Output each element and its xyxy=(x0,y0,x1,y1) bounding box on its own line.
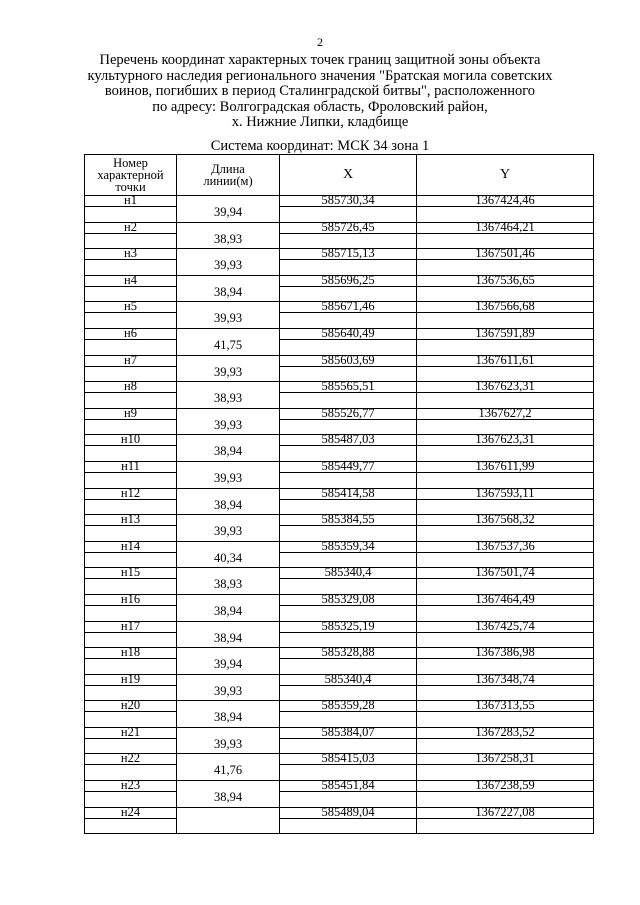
point-number-cell xyxy=(85,512,177,542)
x-coordinate-value: 585359,34 xyxy=(321,538,375,553)
x-coordinate-cell xyxy=(280,272,417,302)
y-coordinate-value: 1367386,98 xyxy=(475,645,535,660)
title-line: Перечень координат характерных точек границ защитной зоны объекта xyxy=(99,52,541,68)
line-length-cell xyxy=(177,674,280,701)
y-coordinate-cell xyxy=(417,299,594,329)
table-row xyxy=(85,727,594,754)
y-coordinate-cell xyxy=(417,485,594,515)
line-length-cell xyxy=(177,621,280,648)
table-row xyxy=(85,621,594,648)
x-coordinate-value: 585715,13 xyxy=(321,246,375,261)
x-coordinate-cell xyxy=(280,325,417,355)
point-number-cell xyxy=(85,698,177,728)
y-coordinate-cell xyxy=(417,379,594,409)
y-coordinate-value: 1367283,52 xyxy=(475,724,535,739)
x-coordinate-value: 585384,07 xyxy=(321,724,375,739)
header-text: точки xyxy=(115,180,146,194)
table-row xyxy=(85,275,594,302)
y-coordinate-value: 1367627,2 xyxy=(478,405,532,420)
x-coordinate-value: 585359,28 xyxy=(321,698,375,713)
table-row xyxy=(85,196,594,223)
x-coordinate-value: 585340,4 xyxy=(324,671,372,686)
line-length-value: 38,94 xyxy=(213,497,243,512)
line-length-cell xyxy=(177,461,280,488)
header-point-number xyxy=(85,155,177,196)
table-row xyxy=(85,568,594,595)
page-number: 2 xyxy=(317,35,323,49)
line-length-value: 39,93 xyxy=(213,683,243,698)
point-number-value: н14 xyxy=(120,538,141,553)
x-coordinate-value: 585328,88 xyxy=(321,645,375,660)
point-number-cell xyxy=(85,671,177,701)
point-number-cell xyxy=(85,538,177,568)
x-coordinate-cell xyxy=(280,432,417,462)
line-length-value: 41,76 xyxy=(213,763,243,778)
line-length-value: 38,94 xyxy=(213,710,243,725)
point-number-cell xyxy=(85,458,177,488)
line-length-cell xyxy=(177,515,280,542)
line-length-cell xyxy=(177,222,280,249)
line-length-cell xyxy=(177,541,280,568)
y-coordinate-value: 1367425,74 xyxy=(475,618,535,633)
y-coordinate-cell xyxy=(417,538,594,568)
y-coordinate-cell xyxy=(417,804,594,834)
y-coordinate-value: 1367501,74 xyxy=(475,565,535,580)
point-number-value: н9 xyxy=(124,405,137,420)
table-row xyxy=(85,674,594,701)
y-coordinate-value: 1367611,61 xyxy=(475,352,535,367)
point-number-value: н19 xyxy=(120,671,141,686)
point-number-cell xyxy=(85,325,177,355)
y-coordinate-value: 1367611,99 xyxy=(475,458,535,473)
x-coordinate-value: 585489,04 xyxy=(321,804,375,819)
y-coordinate-value: 1367238,59 xyxy=(475,778,535,793)
header-line-length xyxy=(177,155,280,196)
y-coordinate-value: 1367623,31 xyxy=(475,379,535,394)
point-number-value: н21 xyxy=(120,724,141,739)
point-number-value: н8 xyxy=(124,379,137,394)
y-coordinate-cell xyxy=(417,645,594,675)
y-coordinate-cell xyxy=(417,671,594,701)
line-length-cell xyxy=(177,408,280,435)
x-coordinate-cell xyxy=(280,299,417,329)
point-number-cell xyxy=(85,193,177,223)
table-row xyxy=(85,488,594,515)
table-header-row xyxy=(85,155,594,196)
table-row xyxy=(85,302,594,329)
x-coordinate-value: 585565,51 xyxy=(321,379,375,394)
y-coordinate-value: 1367258,31 xyxy=(475,751,535,766)
table-row xyxy=(85,781,594,808)
point-number-cell xyxy=(85,645,177,675)
point-number-value: н10 xyxy=(120,432,141,447)
line-length-cell xyxy=(177,249,280,276)
x-coordinate-value: 585340,4 xyxy=(324,565,372,580)
point-number-cell xyxy=(85,352,177,382)
point-number-cell xyxy=(85,804,177,834)
x-coordinate-cell xyxy=(280,219,417,249)
line-length-value: 38,93 xyxy=(213,577,243,592)
y-coordinate-cell xyxy=(417,618,594,648)
table-row xyxy=(85,515,594,542)
point-number-cell xyxy=(85,485,177,515)
y-coordinate-cell xyxy=(417,778,594,808)
table-row xyxy=(85,355,594,382)
y-coordinate-cell xyxy=(417,591,594,621)
point-number-cell xyxy=(85,432,177,462)
y-coordinate-cell xyxy=(417,219,594,249)
x-coordinate-value: 585603,69 xyxy=(321,352,375,367)
point-number-value: н7 xyxy=(124,352,137,367)
line-length-cell xyxy=(177,488,280,515)
line-length-value: 39,94 xyxy=(213,205,243,219)
table-row xyxy=(85,807,594,834)
y-coordinate-value: 1367348,74 xyxy=(475,671,535,686)
point-number-value: н18 xyxy=(120,645,141,660)
line-length-value: 39,93 xyxy=(213,364,243,379)
x-coordinate-cell xyxy=(280,591,417,621)
y-coordinate-cell xyxy=(417,698,594,728)
point-number-cell xyxy=(85,778,177,808)
point-number-value: н13 xyxy=(120,512,141,527)
point-number-cell xyxy=(85,591,177,621)
line-length-value: 39,93 xyxy=(213,470,243,485)
x-coordinate-cell xyxy=(280,458,417,488)
y-coordinate-cell xyxy=(417,352,594,382)
y-coordinate-value: 1367464,49 xyxy=(475,591,535,606)
coordinates-table xyxy=(84,154,594,834)
x-coordinate-cell xyxy=(280,485,417,515)
line-length-value: 39,93 xyxy=(213,736,243,751)
line-length-cell xyxy=(177,302,280,329)
y-coordinate-value: 1367623,31 xyxy=(475,432,535,447)
point-number-cell xyxy=(85,405,177,435)
x-coordinate-value: 585325,19 xyxy=(321,618,375,633)
y-coordinate-value: 1367313,55 xyxy=(475,698,535,713)
y-coordinate-cell xyxy=(417,325,594,355)
line-length-value: 41,75 xyxy=(213,337,243,352)
y-coordinate-value: 1367501,46 xyxy=(475,246,535,261)
point-number-value: н24 xyxy=(120,804,141,819)
line-length-value: 38,94 xyxy=(213,603,243,618)
x-coordinate-value: 585726,45 xyxy=(321,219,375,234)
header-y: Y xyxy=(417,155,594,196)
line-length-value: 38,94 xyxy=(213,630,243,645)
y-coordinate-cell xyxy=(417,751,594,781)
title-line: х. Нижние Липки, кладбище xyxy=(231,114,409,130)
point-number-value: н23 xyxy=(120,778,141,793)
line-length-value: 39,93 xyxy=(213,524,243,539)
title-line: по адресу: Волгоградская область, Фроловский район, xyxy=(152,98,488,115)
point-number-cell xyxy=(85,246,177,276)
x-coordinate-value: 585640,49 xyxy=(321,325,375,340)
y-coordinate-value: 1367227,08 xyxy=(475,804,535,819)
x-coordinate-cell xyxy=(280,538,417,568)
y-coordinate-cell xyxy=(417,565,594,595)
y-coordinate-value: 1367424,46 xyxy=(475,193,535,207)
x-coordinate-value: 585526,77 xyxy=(321,405,375,420)
y-coordinate-cell xyxy=(417,405,594,435)
y-coordinate-cell xyxy=(417,193,594,223)
header-text: Номер xyxy=(113,156,148,170)
point-number-value: н2 xyxy=(124,219,137,234)
header-x: X xyxy=(280,155,417,196)
table-row xyxy=(85,541,594,568)
y-coordinate-value: 1367591,89 xyxy=(475,325,535,340)
point-number-value: н6 xyxy=(124,325,137,340)
coordinate-system-label: Система координат: МСК 34 зона 1 xyxy=(210,138,430,154)
x-coordinate-value: 585384,55 xyxy=(321,512,375,527)
point-number-cell xyxy=(85,219,177,249)
point-number-value: н17 xyxy=(120,618,141,633)
x-coordinate-cell xyxy=(280,751,417,781)
y-coordinate-value: 1367568,32 xyxy=(475,512,535,527)
y-coordinate-cell xyxy=(417,246,594,276)
x-coordinate-cell xyxy=(280,565,417,595)
x-coordinate-cell xyxy=(280,246,417,276)
line-length-value: 39,93 xyxy=(213,311,243,326)
y-coordinate-cell xyxy=(417,512,594,542)
x-coordinate-cell xyxy=(280,671,417,701)
line-length-value: 38,94 xyxy=(213,444,243,459)
line-length-value: 39,93 xyxy=(213,417,243,432)
point-number-cell xyxy=(85,272,177,302)
table-row xyxy=(85,382,594,409)
x-coordinate-cell xyxy=(280,778,417,808)
x-coordinate-value: 585487,03 xyxy=(321,432,375,447)
point-number-value: н3 xyxy=(124,246,137,261)
x-coordinate-cell xyxy=(280,698,417,728)
point-number-value: н4 xyxy=(124,272,137,287)
point-number-cell xyxy=(85,379,177,409)
y-coordinate-value: 1367593,11 xyxy=(475,485,535,500)
x-coordinate-cell xyxy=(280,804,417,834)
document-title xyxy=(60,53,580,131)
line-length-value: 39,94 xyxy=(213,657,243,672)
table-row xyxy=(85,594,594,621)
y-coordinate-value: 1367536,65 xyxy=(475,272,535,287)
x-coordinate-value: 585671,46 xyxy=(321,299,375,314)
point-number-cell xyxy=(85,618,177,648)
x-coordinate-value: 585329,08 xyxy=(321,591,375,606)
table-row xyxy=(85,328,594,355)
point-number-value: н16 xyxy=(120,591,141,606)
point-number-cell xyxy=(85,724,177,754)
line-length-cell xyxy=(177,275,280,302)
line-length-cell xyxy=(177,781,280,808)
y-coordinate-value: 1367464,21 xyxy=(475,219,535,234)
x-coordinate-cell xyxy=(280,618,417,648)
x-coordinate-cell xyxy=(280,193,417,223)
line-length-value: 38,93 xyxy=(213,391,243,406)
point-number-value: н15 xyxy=(120,565,141,580)
line-length-cell xyxy=(177,382,280,409)
table-row xyxy=(85,701,594,728)
y-coordinate-value: 1367566,68 xyxy=(475,299,535,314)
point-number-value: н11 xyxy=(121,458,140,473)
line-length-cell xyxy=(177,435,280,462)
line-length-value: 40,34 xyxy=(213,550,243,565)
x-coordinate-cell xyxy=(280,512,417,542)
x-coordinate-value: 585451,84 xyxy=(321,778,375,793)
header-text: характерной xyxy=(97,168,164,182)
point-number-value: н22 xyxy=(120,751,141,766)
table-row xyxy=(85,408,594,435)
x-coordinate-value: 585730,34 xyxy=(321,193,375,207)
y-coordinate-cell xyxy=(417,458,594,488)
line-length-cell xyxy=(177,328,280,355)
line-length-value: 38,94 xyxy=(213,790,243,805)
point-number-value: н20 xyxy=(120,698,141,713)
line-length-value: 38,94 xyxy=(213,284,243,299)
line-length-cell xyxy=(177,727,280,754)
table-row xyxy=(85,435,594,462)
line-length-cell xyxy=(177,648,280,675)
title-line: воинов, погибших в период Сталинградской битвы", расположенного xyxy=(104,83,536,99)
line-length-value: 38,93 xyxy=(213,231,243,246)
header-text: линии(м) xyxy=(203,174,253,188)
line-length-cell xyxy=(177,701,280,728)
point-number-value: н12 xyxy=(120,485,141,500)
x-coordinate-cell xyxy=(280,645,417,675)
table-row xyxy=(85,648,594,675)
y-coordinate-value: 1367537,36 xyxy=(475,538,535,553)
x-coordinate-value: 585449,77 xyxy=(321,458,375,473)
x-coordinate-cell xyxy=(280,352,417,382)
title-line: культурного наследия регионального значения "Братская могила советских xyxy=(87,67,553,84)
line-length-value: 39,93 xyxy=(213,258,243,273)
point-number-value: н5 xyxy=(124,299,137,314)
line-length-cell xyxy=(177,355,280,382)
y-coordinate-cell xyxy=(417,432,594,462)
x-coordinate-value: 585696,25 xyxy=(321,272,375,287)
line-length-cell xyxy=(177,807,280,834)
table-row xyxy=(85,754,594,781)
x-coordinate-cell xyxy=(280,379,417,409)
x-coordinate-cell xyxy=(280,405,417,435)
table-row xyxy=(85,461,594,488)
y-coordinate-cell xyxy=(417,272,594,302)
table-row xyxy=(85,249,594,276)
point-number-cell xyxy=(85,751,177,781)
line-length-cell xyxy=(177,594,280,621)
x-coordinate-cell xyxy=(280,724,417,754)
table-row xyxy=(85,222,594,249)
header-text: Длина xyxy=(211,162,245,176)
line-length-cell xyxy=(177,568,280,595)
point-number-cell xyxy=(85,299,177,329)
x-coordinate-value: 585414,58 xyxy=(321,485,375,500)
point-number-value: н1 xyxy=(124,193,137,207)
point-number-cell xyxy=(85,565,177,595)
x-coordinate-value: 585415,03 xyxy=(321,751,375,766)
y-coordinate-cell xyxy=(417,724,594,754)
line-length-cell xyxy=(177,196,280,223)
line-length-cell xyxy=(177,754,280,781)
